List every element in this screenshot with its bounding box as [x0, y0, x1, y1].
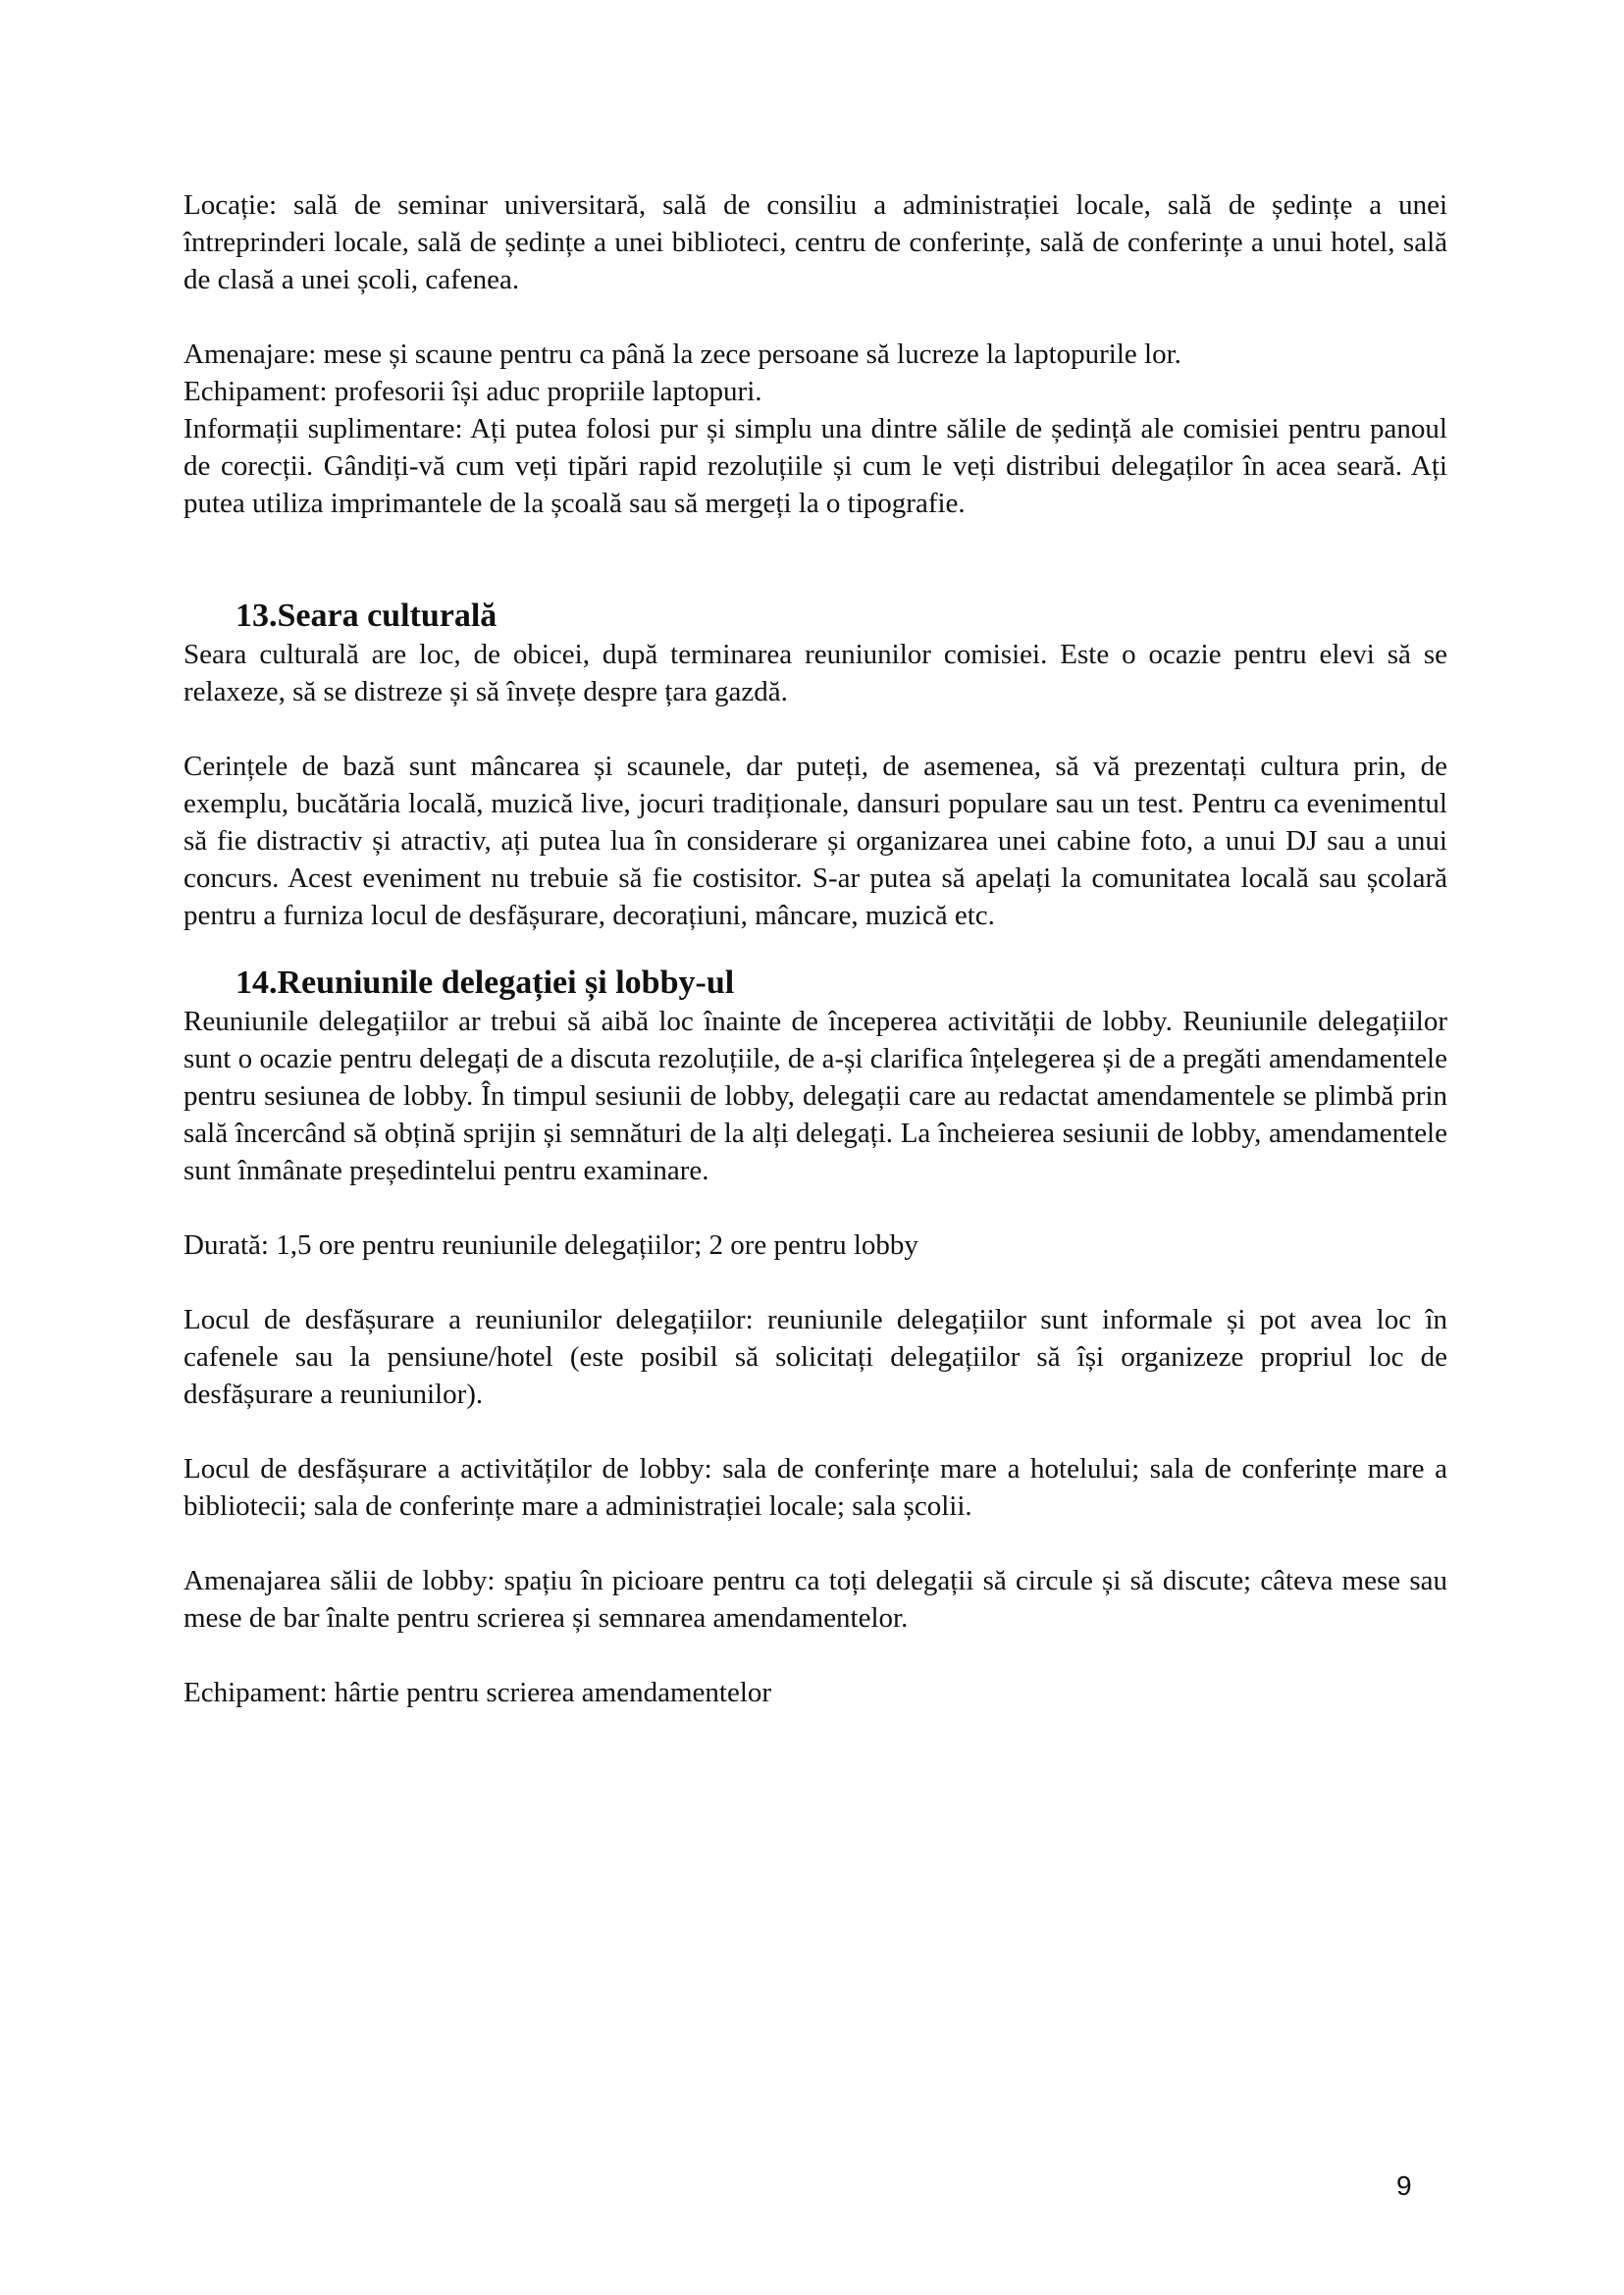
meeting-venue-paragraph: Locul de desfășurare a reuniunilor delegațiilor: reuniunile delegațiilor sunt informale și pot avea loc în cafenele sau la pensiune/hotel (este posibil să solicitați delegațiilor să își organizeze propriul loc de desfășurare a reuniunilor). — [183, 1304, 1447, 1410]
page-number: 9 — [1396, 2170, 1412, 2201]
section-13-title: Seara culturală — [277, 598, 498, 634]
lobby-venue-paragraph: Locul de desfășurare a activităților de lobby: sala de conferințe mare a hotelului; sala de conferințe mare a bibliotecii; sala de conferințe mare a administrației locale; sala școlii. — [183, 1453, 1447, 1522]
cultural-evening-intro: Seara culturală are loc, de obicei, după terminarea reuniunilor comisiei. Este o ocazie pentru elevi să se relaxeze, să se distreze și să învețe despre țara gazdă. — [183, 639, 1447, 707]
document-page — [183, 186, 1447, 1711]
location-paragraph: Locație: sală de seminar universitară, sală de consiliu a administrației locale, sală de ședințe a unei întreprinderi locale, sală de ședințe a unei biblioteci, centru de conferințe, sală de conferințe a unui hotel, sală de clasă a unei școli, cafenea. — [183, 189, 1447, 295]
lobby-equipment-paragraph: Echipament: hârtie pentru scrierea amendamentelor — [183, 1677, 772, 1708]
section-14-title: Reuniunile delegației și lobby-ul — [277, 965, 735, 1001]
delegation-meetings-intro: Reuniunile delegațiilor ar trebui să aibă loc înainte de începerea activității de lobby. Reuniunile delegațiilor sunt o ocazie pentru delegați de a discuta rezoluțiile, de a-și clarifica înțelegerea și de a pregăti amendamentele pentru sesiunea de lobby. În timpul sesiunii de lobby, delegații care au redactat amendamentele se plimbă prin sală încercând să obțină sprijin și semnături de la alți delegați. La încheierea sesiunii de lobby, amendamentele sunt înmânate președintelui pentru examinare. — [183, 1006, 1447, 1186]
additional-info-paragraph: Informații suplimentare: Ați putea folosi pur și simplu una dintre sălile de ședință ale comisiei pentru panoul de corecții. Gândiți-vă cum veți tipări rapid rezoluțiile și cum le veți distribui delegaților în acea seară. Ați putea utiliza imprimantele de la școală sau să mergeți la o tipografie. — [183, 413, 1447, 519]
section-13-heading — [183, 597, 1447, 636]
section-14-heading — [183, 964, 1447, 1003]
equipment-paragraph: Echipament: profesorii își aduc propriile laptopuri. — [183, 376, 762, 407]
cultural-evening-details: Cerințele de bază sunt mâncarea și scaunele, dar puteți, de asemenea, să vă prezentați cultura prin, de exemplu, bucătăria locală, muzică live, jocuri tradiționale, dansuri populare sau un test. Pentru ca evenimentul să fie distractiv și atractiv, ați putea lua în considerare și organizarea unei cabine foto, a unui DJ sau a unui concurs. Acest eveniment nu trebuie să fie costisitor. S-ar putea să apelați la comunitatea locală sau școlară pentru a furniza locul de desfășurare, decorațiuni, mâncare, muzică etc. — [183, 751, 1447, 931]
setup-paragraph: Amenajare: mese și scaune pentru ca până la zece persoane să lucreze la laptopurile lor. — [183, 339, 1181, 370]
section-14-number: 14. — [236, 965, 278, 1001]
duration-paragraph: Durată: 1,5 ore pentru reuniunile delegațiilor; 2 ore pentru lobby — [183, 1229, 918, 1261]
lobby-setup-paragraph: Amenajarea sălii de lobby: spațiu în picioare pentru ca toți delegații să circule și să discute; câteva mese sau mese de bar înalte pentru scrierea și semnarea amendamentelor. — [183, 1565, 1447, 1634]
section-13-number: 13. — [236, 598, 278, 634]
